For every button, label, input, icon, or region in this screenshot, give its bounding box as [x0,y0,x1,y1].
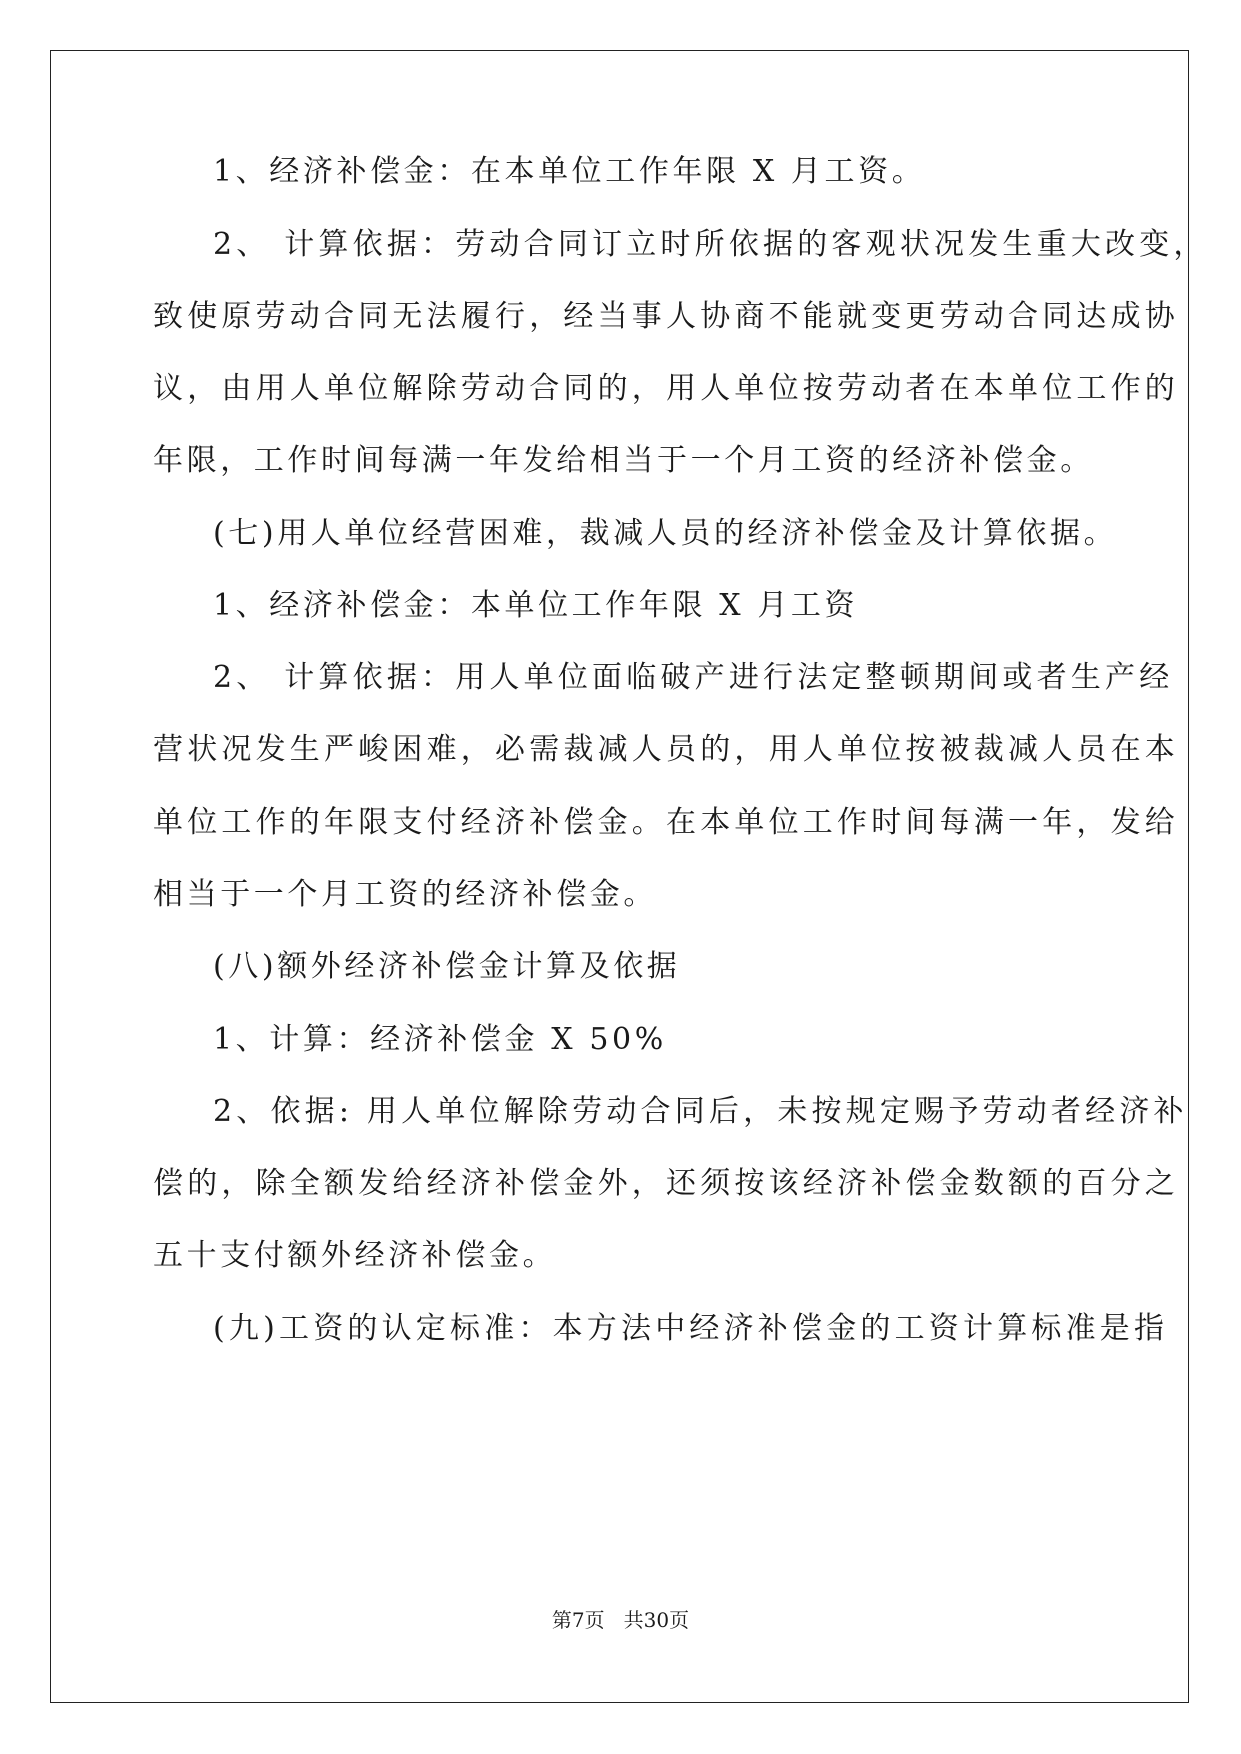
paragraph-line: 2、 计算依据：劳动合同订立时所依据的客观状况发生重大改变， [213,227,1208,262]
paragraph-line: 1、计算：经济补偿金 X 50% [213,1022,667,1057]
paragraph-line: 2、依据: 用人单位解除劳动合同后，未按规定赐予劳动者经济补 [213,1094,1188,1129]
paragraph-line: 营状况发生严峻困难，必需裁减人员的，用人单位按被裁减人员在本 [153,732,1179,767]
paragraph-line: 议，由用人单位解除劳动合同的，用人单位按劳动者在本单位工作的 [153,371,1179,406]
paragraph-line: 1、经济补偿金：本单位工作年限 X 月工资 [213,588,859,623]
paragraph-line: 致使原劳动合同无法履行，经当事人协商不能就变更劳动合同达成协 [153,299,1179,334]
paragraph-line: (八)额外经济补偿金计算及依据 [213,949,681,984]
paragraph-line: 相当于一个月工资的经济补偿金。 [153,877,657,912]
paragraph-line: 单位工作的年限支付经济补偿金。在本单位工作时间每满一年，发给 [153,805,1179,840]
paragraph-line: 五十支付额外经济补偿金。 [153,1238,557,1273]
paragraph-line: 年限，工作时间每满一年发给相当于一个月工资的经济补偿金。 [153,443,1094,478]
paragraph-line: 2、 计算依据：用人单位面临破产进行法定整顿期间或者生产经 [213,660,1174,695]
paragraph-line: 1、经济补偿金：在本单位工作年限 X 月工资。 [213,154,926,189]
paragraph-line: 偿的，除全额发给经济补偿金外，还须按该经济补偿金数额的百分之 [153,1166,1179,1201]
paragraph-line: (九)工资的认定标准：本方法中经济补偿金的工资计算标准是指 [213,1311,1169,1346]
page-number-footer: 第7页 共30页 [551,1608,690,1632]
paragraph-line: (七)用人单位经营困难，裁减人员的经济补偿金及计算依据。 [213,516,1118,551]
